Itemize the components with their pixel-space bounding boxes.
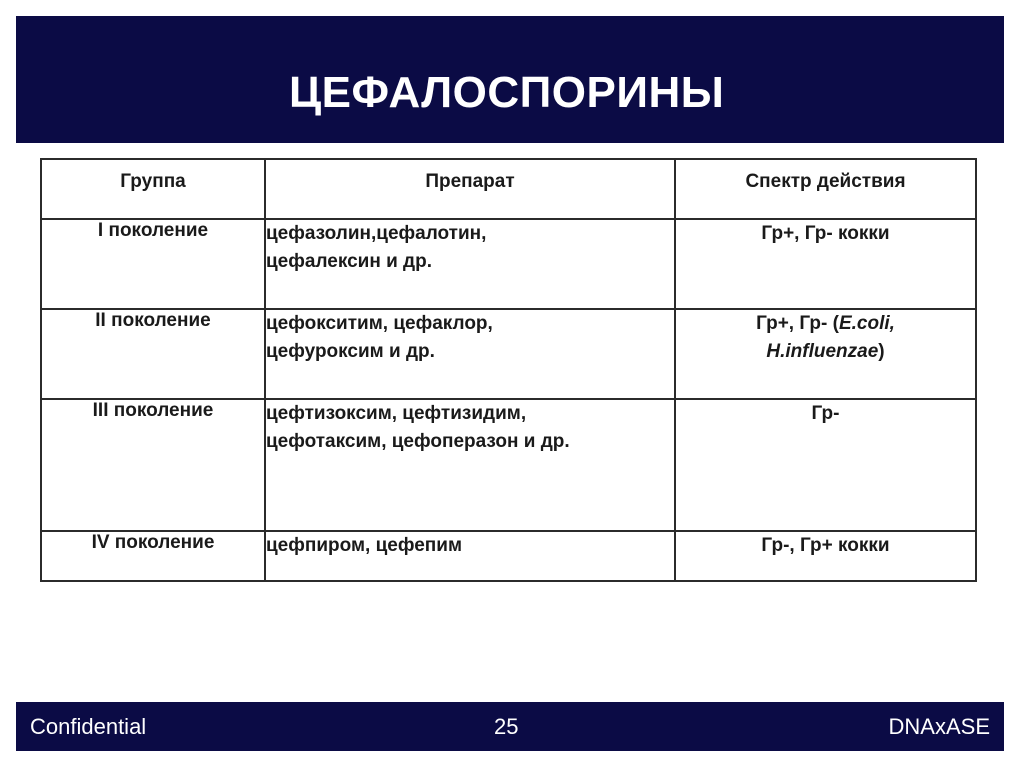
table-header-row [41,159,976,219]
drug-line: цефуроксим и др. [266,341,435,362]
spectrum-line: Гр+, Гр- кокки [761,223,890,244]
spectrum-line: Гр- [811,403,840,424]
drug-cell [265,219,675,309]
spectrum-cell [675,219,976,309]
footer-confidential: Confidential [30,714,147,739]
footer-page-number: 25 [494,714,519,739]
group-cell: IV поколение [41,531,265,581]
spectrum-suffix: ) [878,341,885,362]
drug-line: цефокситим, цефаклор, [266,313,493,334]
drug-line: цефпиром, цефепим [266,535,463,556]
spectrum-line [676,310,975,338]
spectrum-cell [675,309,976,399]
spectrum-cell [675,399,976,531]
footer-bar [16,702,1004,751]
header-drug: Препарат [265,159,675,219]
header-group: Группа [41,159,265,219]
cephalosporin-table [40,158,977,582]
group-cell: III поколение [41,399,265,531]
spectrum-organism: E.coli, [838,313,895,334]
title-bar [16,16,1004,143]
drug-line: цефазолин,цефалотин, [266,223,487,244]
group-cell: I поколение [41,219,265,309]
footer-brand: DNAxASE [888,714,990,739]
spectrum-organism: H.influenzae [766,341,879,362]
spectrum-line [676,338,975,366]
drug-cell [265,309,675,399]
header-spectrum: Спектр действия [675,159,976,219]
drug-cell [265,399,675,531]
drug-line: цефтизоксим, цефтизидим, [266,403,527,424]
table-row [41,531,976,581]
drug-cell [265,531,675,581]
group-cell: II поколение [41,309,265,399]
table-row [41,219,976,309]
table-row [41,309,976,399]
spectrum-cell [675,531,976,581]
drug-line: цефалексин и др. [266,251,432,272]
spectrum-line: Гр-, Гр+ кокки [761,535,890,556]
spectrum-prefix: Гр+, Гр- ( [756,313,839,334]
table-row [41,399,976,531]
slide-title: ЦЕФАЛОСПОРИНЫ [289,68,725,117]
drug-line: цефотаксим, цефоперазон и др. [266,431,570,452]
